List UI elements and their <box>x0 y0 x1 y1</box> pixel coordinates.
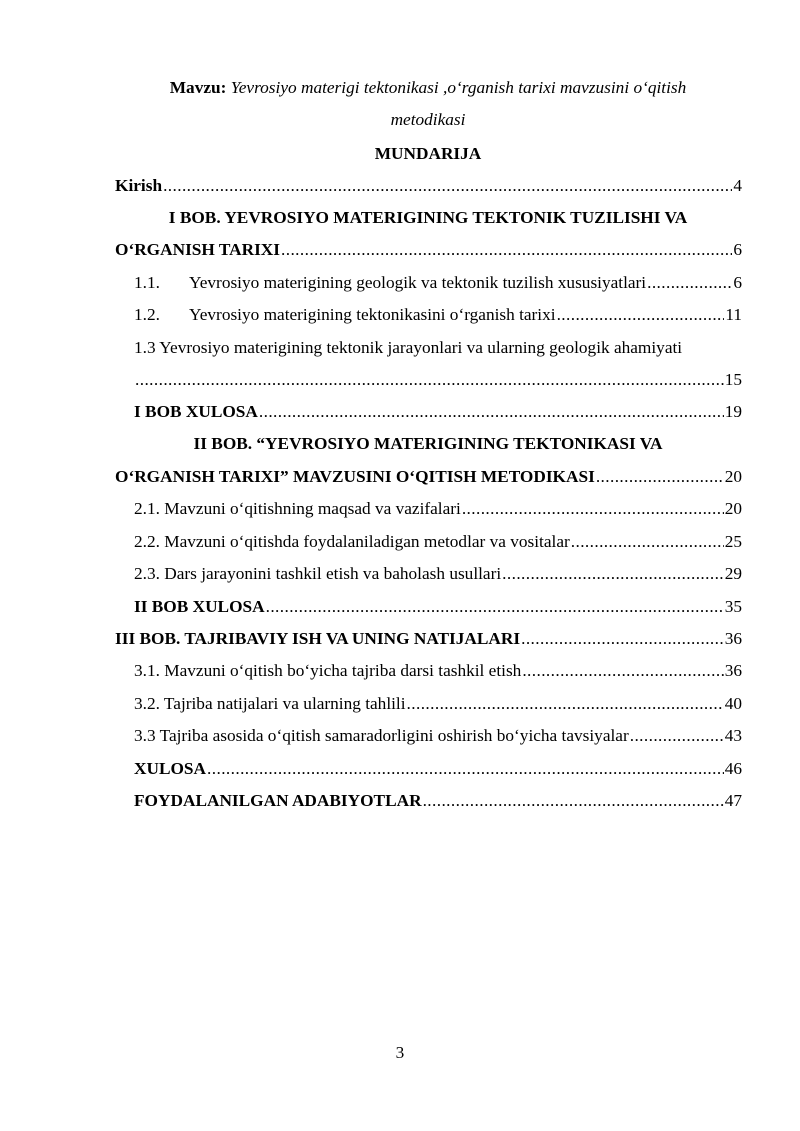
toc-entry-1-1[interactable] <box>134 274 742 294</box>
dot-leader <box>281 241 732 258</box>
toc-entry-label: 3.1. Mavzuni o‘qitish bo‘yicha tajriba darsi tashkil etish <box>134 661 522 680</box>
dot-leader <box>502 565 724 582</box>
toc-entry-label: II BOB XULOSA <box>134 597 265 616</box>
toc-page-number: 25 <box>724 532 742 551</box>
toc-entry-label: 2.3. Dars jarayonini tashkil etish va baholash usullari <box>134 564 502 583</box>
topic-heading-continued <box>80 111 776 128</box>
toc-entry-label: Kirish <box>115 176 163 195</box>
toc-page-number: 6 <box>733 240 742 259</box>
dot-leader <box>259 403 724 420</box>
toc-entry-text: 1.3 Yevrosiyo materigining tektonik jarayonlari va ularning geologik ahamiyati <box>134 338 683 357</box>
toc-entry-label: 3.2. Tajriba natijalari va ularning tahlili <box>134 694 406 713</box>
toc-chapter2-line1: II BOB. “YEVROSIYO MATERIGINING TEKTONIKASI VA <box>193 434 663 453</box>
toc-entry-chapter3[interactable] <box>115 630 742 650</box>
toc-entry-2-3[interactable] <box>134 565 742 585</box>
toc-page-number: 15 <box>724 370 742 389</box>
toc-page-number: 47 <box>724 791 742 810</box>
dot-leader <box>207 760 724 777</box>
dot-leader <box>462 500 724 517</box>
toc-entry-3-1[interactable] <box>134 662 742 682</box>
toc-entry-1-3[interactable] <box>134 339 682 356</box>
dot-leader <box>647 274 732 291</box>
dot-leader <box>135 371 724 388</box>
topic-text-line1: Yevrosiyo materigi tektonikasi ,o‘rganish tarixi mavzusini o‘qitish <box>230 78 687 97</box>
toc-page-number: 46 <box>724 759 742 778</box>
toc-page-number: 35 <box>724 597 742 616</box>
toc-entry-label: 2.2. Mavzuni o‘qitishda foydalaniladigan metodlar va vositalar <box>134 532 570 551</box>
dot-leader <box>163 177 732 194</box>
page-number: 3 <box>395 1043 405 1062</box>
toc-entry-intro[interactable] <box>115 177 742 197</box>
toc-page-number: 20 <box>724 467 742 486</box>
toc-chapter1-line2: O‘RGANISH TARIXI <box>115 240 280 259</box>
topic-text-line2: metodikasi <box>390 110 466 129</box>
toc-entry-label: III BOB. TAJRIBAVIY ISH VA UNING NATIJALARI <box>115 629 521 648</box>
dot-leader <box>407 695 724 712</box>
toc-page-number: 4 <box>733 176 742 195</box>
toc-page-number: 36 <box>724 661 742 680</box>
toc-entry-2-2[interactable] <box>134 533 742 553</box>
toc-page-number: 20 <box>724 499 742 518</box>
toc-entry-references[interactable] <box>134 792 742 812</box>
toc-entry-number: 1.2. <box>134 305 160 324</box>
toc-page-number: 29 <box>724 564 742 583</box>
toc-entry-text: Yevrosiyo materigining tektonikasini o‘rganish tarixi <box>189 305 556 324</box>
dot-leader <box>266 598 724 615</box>
topic-heading <box>80 79 776 96</box>
toc-entry-label: FOYDALANILGAN ADABIYOTLAR <box>134 791 422 810</box>
toc-title-text: MUNDARIJA <box>374 144 482 163</box>
dot-leader <box>522 662 723 679</box>
dot-leader <box>521 630 724 647</box>
toc-entry-chapter1-conclusion[interactable] <box>134 403 742 423</box>
toc-entry-number: 1.1. <box>134 273 160 292</box>
toc-entry-label <box>134 274 646 291</box>
toc-title <box>80 145 776 162</box>
dot-leader <box>423 792 724 809</box>
toc-page-number: 36 <box>724 629 742 648</box>
toc-entry-label: 3.3 Tajriba asosida o‘qitish samaradorligini oshirish bo‘yicha tavsiyalar <box>134 726 629 745</box>
dot-leader <box>596 468 724 485</box>
toc-entry-label: XULOSA <box>134 759 207 778</box>
toc-entry-3-3[interactable] <box>134 727 742 747</box>
toc-entry-label <box>134 306 556 323</box>
dot-leader <box>571 533 724 550</box>
toc-page-number: 11 <box>725 305 742 324</box>
toc-chapter2-title[interactable] <box>80 435 776 452</box>
toc-entry-chapter1[interactable] <box>115 241 742 261</box>
topic-label: Mavzu: <box>169 78 227 97</box>
toc-entry-chapter2-conclusion[interactable] <box>134 598 742 618</box>
toc-page-number: 19 <box>724 402 742 421</box>
toc-entry-3-2[interactable] <box>134 695 742 715</box>
toc-page-number: 40 <box>724 694 742 713</box>
dot-leader <box>557 306 725 323</box>
toc-page-number: 43 <box>724 726 742 745</box>
toc-chapter1-title[interactable] <box>80 209 776 226</box>
toc-entry-chapter2[interactable] <box>115 468 742 488</box>
toc-entry-1-2[interactable] <box>134 306 742 326</box>
toc-entry-text: Yevrosiyo materigining geologik va tektonik tuzilish xususiyatlari <box>189 273 647 292</box>
toc-entry-label: I BOB XULOSA <box>134 402 258 421</box>
dot-leader <box>630 727 724 744</box>
toc-chapter2-line2: O‘RGANISH TARIXI” MAVZUSINI O‘QITISH METODIKASI <box>115 467 595 486</box>
toc-entry-conclusion[interactable] <box>134 760 742 780</box>
toc-chapter1-line1: I BOB. YEVROSIYO MATERIGINING TEKTONIK TUZILISHI VA <box>168 208 688 227</box>
toc-page-number: 6 <box>733 273 742 292</box>
toc-entry-2-1[interactable] <box>134 500 742 520</box>
toc-entry-label: 2.1. Mavzuni o‘qitishning maqsad va vazifalari <box>134 499 461 518</box>
toc-entry-1-3-leader[interactable] <box>134 371 742 391</box>
